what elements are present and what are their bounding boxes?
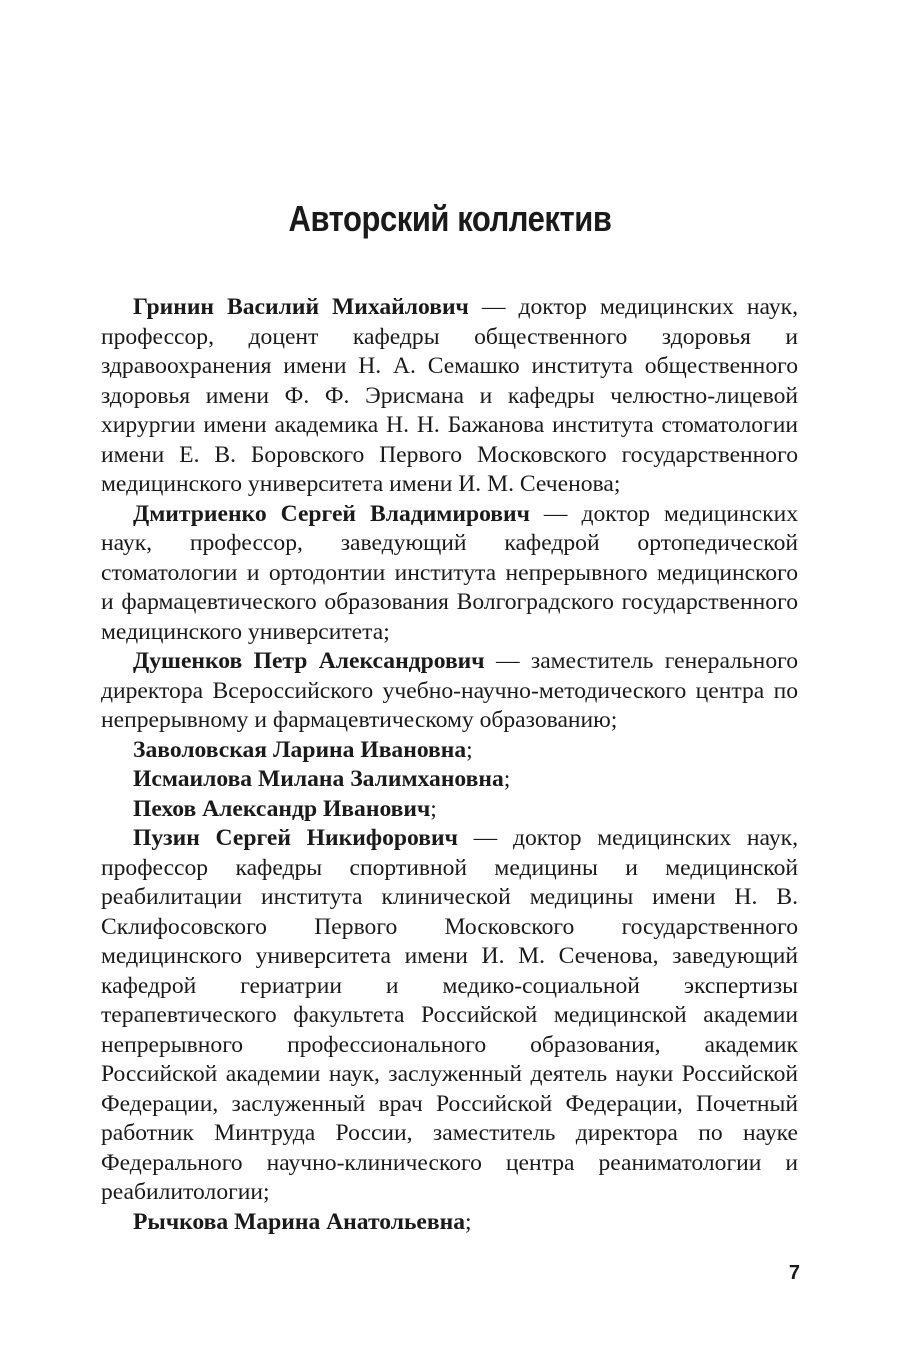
author-description: — доктор медицинских наук, профессор, доцент кафедры общественного здоровья и здравоохранения имени Н. А. Семашко института общественного здоровья имени Ф. Ф. Эрисмана и кафедры челюстно-лицевой хирургии имени академика Н. Н. Бажанова института стоматологии имени Е. В. Боровского Первого Московского государственного медицинского университета имени И. М. Сеченова; bbox=[101, 294, 798, 497]
author-name: Душенков Петр Александрович bbox=[133, 648, 485, 674]
author-description: ; bbox=[466, 736, 473, 763]
author-name: Пузин Сергей Никифорович bbox=[133, 825, 458, 851]
author-description: ; bbox=[503, 766, 511, 792]
author-entry bbox=[101, 647, 798, 736]
author-entry bbox=[101, 500, 798, 648]
author-description: ; bbox=[465, 1208, 472, 1235]
author-name: Исмаилова Милана Залимхановна bbox=[133, 766, 504, 792]
author-description: — доктор медицинских наук, профессор кафедры спортивной медицины и медицинской реабилитации института клинической медицины имени Н. В. Склифосовского Первого Московского государственного медицинского университета имени И. М. Сеченова, заведующий кафедрой гериатрии и медико-социальной экспертизы терапевтического факультета Российской медицинской академии непрерывного профессионального образования, академик Российской академии наук, заслуженный деятель науки Российской Федерации, заслуженный врач Российской Федерации, Почетный работник Минтруда России, заместитель директора по науке Федерального научно-клинического центра реаниматологии и реабилитологии; bbox=[101, 825, 798, 1205]
author-entry bbox=[101, 1208, 798, 1238]
author-description: ; bbox=[430, 795, 437, 822]
author-entry bbox=[101, 736, 798, 766]
author-name: Гринин Василий Михайлович bbox=[133, 294, 469, 320]
author-description: — заместитель генерального директора Всероссийского учебно-научно-методического центра по непрерывному и фармацевтическому образованию; bbox=[101, 648, 798, 733]
author-name: Заволовская Ларина Ивановна bbox=[133, 736, 467, 763]
author-entry bbox=[101, 795, 798, 825]
authors-list bbox=[101, 293, 798, 1237]
author-description: — доктор медицинских наук, профессор, заведующий кафедрой ортопедической стоматологии и ортодонтии института непрерывного медицинского и фармацевтического образования Волгоградского государственного медицинского университета; bbox=[101, 500, 798, 645]
page-title: Авторский коллектив bbox=[288, 198, 612, 239]
author-entry bbox=[101, 824, 798, 1208]
page-number: 7 bbox=[788, 1262, 800, 1284]
author-entry bbox=[101, 293, 798, 500]
author-entry bbox=[101, 765, 798, 795]
author-name: Пехов Александр Иванович bbox=[133, 795, 431, 822]
author-name: Рычкова Марина Анатольевна bbox=[133, 1208, 466, 1235]
author-name: Дмитриенко Сергей Владимирович bbox=[133, 500, 530, 527]
